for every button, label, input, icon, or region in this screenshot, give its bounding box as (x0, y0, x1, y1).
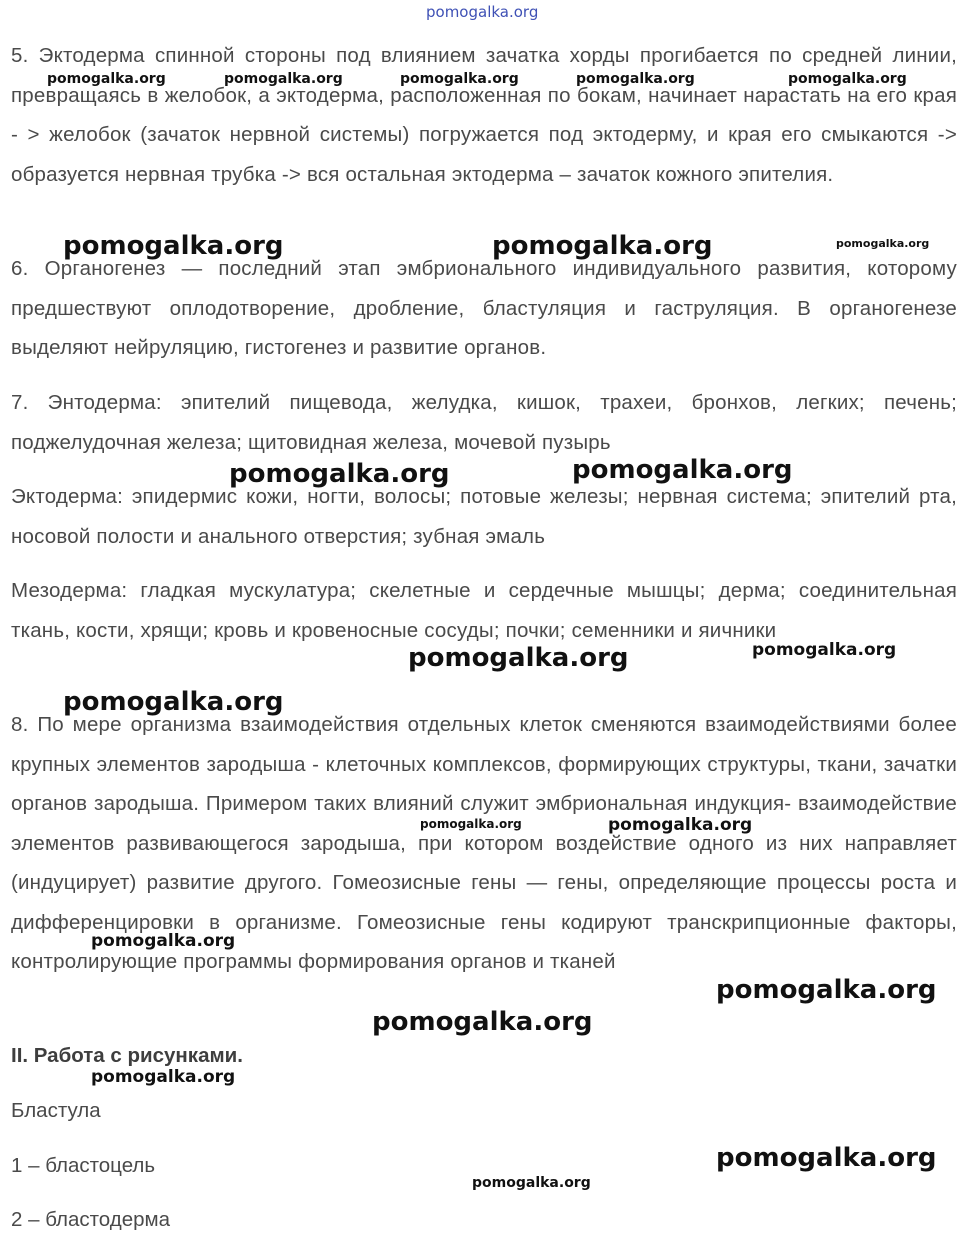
watermark: pomogalka.org (91, 931, 236, 951)
paragraph-mesoderm: Мезодерма: гладкая мускулатура; скелетные и сердечные мышцы; дерма; соединительная ткань, кости, хрящи; кровь и кровеносные сосуды; почки; семенники и яичники (11, 579, 957, 642)
watermark: pomogalka.org (716, 1143, 937, 1173)
list-item: 1 – бластоцель (11, 1154, 156, 1177)
watermark: pomogalka.org (576, 71, 695, 87)
watermark: pomogalka.org (788, 71, 907, 87)
watermark: pomogalka.org (91, 1067, 236, 1087)
paragraph-ectoderm: Эктодерма: эпидермис кожи, ногти, волосы; потовые железы; нервная система; эпителий рта, носовой полости и анального отверстия; зубная эмаль (11, 485, 957, 548)
watermark: pomogalka.org (752, 640, 897, 660)
watermark: pomogalka.org (63, 687, 284, 717)
paragraph-7-endoderm: 7. Энтодерма: эпителий пищевода, желудка, кишок, трахеи, бронхов, легких; печень; поджелудочная железа; щитовидная железа, мочевой пузырь (11, 391, 957, 454)
watermark: pomogalka.org (420, 817, 522, 831)
watermark: pomogalka.org (572, 455, 793, 485)
watermark: pomogalka.org (408, 643, 629, 673)
watermark: pomogalka.org (472, 1175, 591, 1191)
watermark: pomogalka.org (63, 231, 284, 261)
watermark: pomogalka.org (836, 237, 930, 250)
watermark: pomogalka.org (47, 71, 166, 87)
list-item: 2 – бластодерма (11, 1208, 170, 1231)
paragraph-8: 8. По мере организма взаимодействия отдельных клеток сменяются взаимодействиями более крупных элементов зародыша - клеточных комплексов, формирующих структуры, ткани, зачатки органов зародыша. Примером таких влияний служит эмбриональная индукция- взаимодействие элементов развивающегося зародыша, при котором воздействие одного из них направляет (индуцирует) развитие другого. Гомеозисные гены — гены, определяющие процессы роста и дифференцировки в организме. Гомеозисные гены кодируют транскрипционные факторы, контролирующие программы формирования органов и тканей (11, 713, 957, 973)
watermark: pomogalka.org (224, 71, 343, 87)
paragraph-6: 6. Органогенез — последний этап эмбрионального индивидуального развития, которому предшествуют оплодотворение, дробление, бластуляция и гаструляция. В органогенезе выделяют нейруляцию, гистогенез и развитие органов. (11, 257, 957, 359)
paragraph-5: 5. Эктодерма спинной стороны под влиянием зачатка хорды прогибается по средней линии, превращаясь в желобок, а эктодерма, расположенная по бокам, начинает нарастать на его края - > желобок (зачаток нервной системы) погружается под эктодерму, и края его смыкаются -> образуется нервная трубка -> вся остальная эктодерма – зачаток кожного эпителия. (11, 44, 957, 186)
watermark: pomogalka.org (608, 815, 753, 835)
watermark: pomogalka.org (716, 975, 937, 1005)
watermark: pomogalka.org (492, 231, 713, 261)
watermark: pomogalka.org (372, 1007, 593, 1037)
section-heading: II. Работа с рисунками. (11, 1044, 243, 1067)
watermark: pomogalka.org (400, 71, 519, 87)
section-subtitle: Бластула (11, 1099, 101, 1122)
watermark: pomogalka.org (229, 459, 450, 489)
watermark-top: pomogalka.org (426, 3, 539, 21)
